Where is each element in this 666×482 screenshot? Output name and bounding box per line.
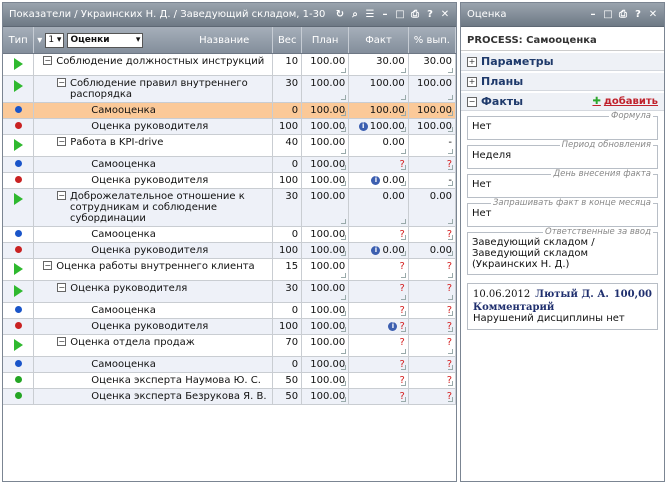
fact-author: Лютый Д. А.	[535, 289, 609, 300]
row-fact[interactable]	[349, 119, 409, 135]
group-play-icon[interactable]	[14, 263, 23, 275]
group-play-icon[interactable]	[14, 193, 23, 205]
row-plan	[302, 281, 349, 303]
row-name[interactable]	[34, 227, 273, 243]
row-pct	[408, 54, 455, 76]
row-fact-value: ?	[399, 337, 405, 348]
col-plan-header[interactable]: План	[302, 27, 349, 54]
row-fact[interactable]	[349, 373, 409, 389]
row-plan-value: 100.00	[310, 261, 346, 272]
row-name-text: Самооценка	[91, 105, 156, 116]
level-value: 1	[48, 35, 55, 45]
row-pct-value: 100.00	[417, 78, 452, 89]
col-pct-header[interactable]: % вып.	[408, 27, 455, 54]
row-pct	[408, 243, 455, 259]
col-name-label: Название	[199, 34, 250, 46]
row-weight: 100	[273, 173, 302, 189]
row-plan-value: 100.00	[310, 375, 346, 386]
table-row[interactable]	[3, 303, 456, 319]
collapse-icon[interactable]: −	[468, 96, 476, 106]
row-pct	[408, 281, 455, 303]
row-fact-value: ?	[399, 391, 405, 402]
row-weight: 50	[273, 389, 302, 405]
collapse-icon[interactable]: −	[44, 261, 52, 270]
row-pct	[408, 227, 455, 243]
row-name-text: Оценка эксперта Безрукова Я. В.	[91, 391, 267, 402]
row-plan-value: 100.00	[310, 191, 346, 202]
row-plan-value: 100.00	[310, 159, 346, 170]
assessment-title: Оценка	[467, 9, 507, 20]
row-fact[interactable]	[349, 173, 409, 189]
col-type-header[interactable]: Тип	[3, 27, 34, 54]
row-pct	[408, 119, 455, 135]
row-plan	[302, 189, 349, 227]
comment-text: Нарушений дисциплины нет	[473, 313, 625, 324]
row-fact[interactable]	[349, 303, 409, 319]
col-weight-header[interactable]: Вес	[273, 27, 302, 54]
table-row[interactable]	[3, 227, 456, 243]
row-weight: 0	[273, 157, 302, 173]
row-fact-value: 0.00	[382, 175, 405, 186]
table-row[interactable]	[3, 259, 456, 281]
level-select[interactable]: 1 ▾	[45, 33, 64, 48]
row-plan-value: 100.00	[310, 283, 346, 294]
section-params[interactable]	[461, 53, 664, 71]
table-row[interactable]	[3, 76, 456, 103]
info-icon[interactable]: i	[388, 322, 397, 331]
row-weight: 15	[273, 259, 302, 281]
blue-status-icon	[15, 160, 22, 167]
row-weight: 0	[273, 103, 302, 119]
refresh-icon[interactable]: ↻	[335, 9, 345, 20]
row-pct	[408, 103, 455, 119]
row-fact[interactable]	[349, 281, 409, 303]
row-fact[interactable]	[349, 54, 409, 76]
row-fact-value: ?	[399, 159, 405, 170]
row-weight: 0	[273, 303, 302, 319]
row-name[interactable]	[34, 173, 273, 189]
assessment-titlebar	[461, 3, 664, 27]
expand-icon[interactable]: +	[468, 56, 476, 66]
fact-field[interactable]	[467, 111, 658, 140]
field-legend: Ответственные за ввод	[545, 227, 651, 237]
collapse-icon[interactable]: −	[58, 137, 66, 146]
blue-status-icon	[15, 360, 22, 367]
row-plan	[302, 373, 349, 389]
row-type	[3, 189, 34, 227]
row-pct-value: -	[448, 137, 452, 148]
maximize-icon[interactable]: □	[395, 9, 405, 20]
fact-value: 100,00	[613, 289, 652, 300]
row-plan-value: 100.00	[310, 245, 346, 256]
row-plan-value: 100.00	[310, 137, 346, 148]
add-label: добавить	[603, 96, 658, 107]
row-fact-value: ?	[399, 283, 405, 294]
row-plan	[302, 54, 349, 76]
blue-status-icon	[15, 230, 22, 237]
row-weight: 100	[273, 243, 302, 259]
blue-status-icon	[15, 106, 22, 113]
row-name-text: Оценка руководителя	[91, 121, 209, 132]
row-name-text: Самооценка	[91, 305, 156, 316]
row-plan	[302, 135, 349, 157]
row-pct-value: ?	[446, 375, 452, 386]
row-type	[3, 335, 34, 357]
row-plan-value: 100.00	[310, 359, 346, 370]
row-name[interactable]	[34, 357, 273, 373]
indicators-panel	[2, 2, 457, 482]
expand-icon[interactable]: +	[468, 76, 476, 86]
table-row[interactable]	[3, 319, 456, 335]
row-name[interactable]	[34, 259, 273, 281]
help-icon[interactable]: ?	[635, 9, 641, 20]
row-weight: 10	[273, 54, 302, 76]
chevron-down-icon: ▾	[135, 35, 141, 45]
row-name[interactable]	[34, 119, 273, 135]
row-type	[3, 119, 34, 135]
row-weight: 50	[273, 373, 302, 389]
row-pct	[408, 335, 455, 357]
table-row[interactable]	[3, 135, 456, 157]
table-row[interactable]	[3, 103, 456, 119]
row-name[interactable]	[34, 189, 273, 227]
red-status-icon	[15, 176, 22, 183]
row-type	[3, 373, 34, 389]
row-type	[3, 76, 34, 103]
row-fact[interactable]	[349, 243, 409, 259]
table-row[interactable]	[3, 389, 456, 405]
row-weight: 40	[273, 135, 302, 157]
row-type	[3, 357, 34, 373]
row-plan	[302, 227, 349, 243]
field-value: Нет	[472, 179, 492, 190]
row-pct-value: 100.00	[417, 105, 452, 116]
row-pct	[408, 373, 455, 389]
row-type	[3, 135, 34, 157]
row-plan-value: 100.00	[310, 105, 346, 116]
table-row[interactable]	[3, 157, 456, 173]
section-facts-label: Факты	[481, 95, 524, 108]
table-row[interactable]	[3, 243, 456, 259]
row-fact[interactable]	[349, 157, 409, 173]
field-value: Нет	[472, 121, 492, 132]
row-weight: 0	[273, 357, 302, 373]
maximize-icon[interactable]: □	[603, 9, 613, 20]
row-fact-value: 30.00	[376, 56, 405, 67]
row-plan-value: 100.00	[310, 175, 346, 186]
row-pct-value: ?	[446, 229, 452, 240]
close-icon[interactable]: ✕	[440, 9, 450, 20]
blue-status-icon	[15, 306, 22, 313]
row-pct	[408, 135, 455, 157]
row-type	[3, 157, 34, 173]
row-plan-value: 100.00	[310, 337, 346, 348]
group-play-icon[interactable]	[14, 285, 23, 297]
row-name[interactable]	[34, 243, 273, 259]
row-pct-value: ?	[446, 159, 452, 170]
field-legend: Запрашивать факт в конце месяца	[492, 198, 651, 208]
section-params-label: Параметры	[481, 55, 554, 68]
row-plan-value: 100.00	[310, 229, 346, 240]
row-plan-value: 100.00	[310, 391, 346, 402]
col-name-header[interactable]	[34, 27, 273, 54]
row-fact[interactable]	[349, 227, 409, 243]
row-weight: 30	[273, 189, 302, 227]
indicators-table	[3, 27, 456, 405]
section-facts[interactable]	[461, 93, 664, 111]
row-pct-value: 0.00	[429, 245, 452, 256]
filter-value: Оценки	[70, 35, 110, 45]
table-row[interactable]	[3, 173, 456, 189]
sort-down-icon[interactable]: ▾	[37, 34, 43, 46]
row-plan	[302, 173, 349, 189]
help-icon[interactable]: ?	[427, 9, 433, 20]
row-plan-value: 100.00	[310, 78, 346, 89]
row-pct	[408, 157, 455, 173]
row-plan	[302, 119, 349, 135]
row-name-text: Оценка работы внутреннего клиента	[56, 261, 255, 272]
row-fact[interactable]	[349, 103, 409, 119]
red-status-icon	[15, 122, 22, 129]
row-name[interactable]	[34, 303, 273, 319]
row-fact-value: ?	[399, 261, 405, 272]
row-plan	[302, 319, 349, 335]
collapse-icon[interactable]: −	[58, 78, 65, 87]
row-plan	[302, 76, 349, 103]
row-type	[3, 54, 34, 76]
row-fact-value: ?	[399, 359, 405, 370]
process-label: PROCESS:	[467, 35, 523, 46]
row-name-text: Оценка руководителя	[70, 283, 188, 294]
row-name-text: Оценка руководителя	[91, 245, 209, 256]
info-icon[interactable]: i	[371, 246, 380, 255]
fact-field[interactable]	[467, 140, 658, 169]
plus-icon: ✚	[592, 96, 601, 107]
row-pct-value: ?	[446, 359, 452, 370]
collapse-icon[interactable]: −	[58, 337, 66, 346]
collapse-icon[interactable]: −	[58, 283, 66, 292]
comment-label: Комментарий	[473, 302, 555, 313]
row-name-text: Оценка отдела продаж	[70, 337, 195, 348]
row-type	[3, 259, 34, 281]
row-name-text: Доброжелательное отношение к сотрудникам и соблюдение субординации	[69, 191, 245, 224]
row-fact[interactable]	[349, 135, 409, 157]
row-pct-value: -	[448, 175, 452, 186]
row-pct-value: ?	[446, 337, 452, 348]
info-icon[interactable]: i	[371, 176, 380, 185]
row-name-text: Оценка эксперта Наумова Ю. С.	[91, 375, 261, 386]
fact-date: 10.06.2012	[473, 289, 531, 300]
row-pct-value: ?	[446, 305, 452, 316]
row-name-text: Оценка руководителя	[91, 321, 209, 332]
row-fact-value: 0.00	[382, 245, 405, 256]
indicators-titlebar	[3, 3, 456, 27]
collapse-icon[interactable]: −	[44, 56, 52, 65]
row-pct	[408, 76, 455, 103]
group-play-icon[interactable]	[14, 58, 23, 70]
row-plan	[302, 157, 349, 173]
info-icon[interactable]: i	[359, 122, 368, 131]
assessment-panel	[460, 2, 665, 482]
minimize-icon[interactable]: –	[382, 9, 388, 20]
row-weight: 0	[273, 227, 302, 243]
row-name[interactable]	[34, 103, 273, 119]
table-row[interactable]	[3, 373, 456, 389]
row-fact-value: 100.00	[369, 105, 405, 116]
row-name[interactable]	[34, 76, 273, 103]
row-fact[interactable]	[349, 76, 409, 103]
section-plans-label: Планы	[481, 75, 524, 88]
row-fact-value: 0.00	[382, 191, 405, 202]
row-pct	[408, 189, 455, 227]
row-name[interactable]	[34, 319, 273, 335]
row-plan	[302, 335, 349, 357]
group-play-icon[interactable]	[14, 139, 23, 151]
row-pct-value: ?	[446, 261, 452, 272]
row-fact[interactable]	[349, 389, 409, 405]
row-fact-value: 100.00	[369, 121, 405, 132]
table-row[interactable]	[3, 119, 456, 135]
row-type	[3, 227, 34, 243]
row-pct	[408, 357, 455, 373]
row-pct-value: ?	[446, 391, 452, 402]
row-plan-value: 100.00	[310, 56, 346, 67]
row-type	[3, 281, 34, 303]
list-icon[interactable]: ☰	[365, 9, 375, 20]
process-heading	[461, 27, 664, 51]
row-fact[interactable]	[349, 319, 409, 335]
row-type	[3, 173, 34, 189]
row-type	[3, 103, 34, 119]
row-fact[interactable]	[349, 259, 409, 281]
process-name: Самооценка	[526, 35, 597, 46]
row-pct	[408, 259, 455, 281]
row-name[interactable]	[34, 281, 273, 303]
filter-select[interactable]	[67, 33, 143, 48]
row-fact[interactable]	[349, 335, 409, 357]
row-pct-value: ?	[446, 283, 452, 294]
row-fact-value: ?	[399, 229, 405, 240]
row-pct-value: 30.00	[423, 56, 452, 67]
row-plan	[302, 303, 349, 319]
row-plan	[302, 103, 349, 119]
field-value: Неделя	[472, 150, 512, 161]
row-type	[3, 303, 34, 319]
fact-entry[interactable]	[467, 283, 658, 330]
row-weight: 30	[273, 76, 302, 103]
fact-field[interactable]	[467, 198, 658, 227]
fact-field[interactable]	[467, 169, 658, 198]
print-icon[interactable]: ⎙	[411, 9, 419, 20]
row-fact-value: ?	[399, 305, 405, 316]
row-fact-value: ?	[399, 321, 405, 332]
section-plans[interactable]	[461, 73, 664, 91]
row-weight: 70	[273, 335, 302, 357]
row-name[interactable]	[34, 335, 273, 357]
group-play-icon[interactable]	[14, 339, 23, 351]
table-row[interactable]	[3, 357, 456, 373]
row-fact-value: 0.00	[382, 137, 405, 148]
table-row[interactable]	[3, 281, 456, 303]
row-plan	[302, 243, 349, 259]
row-name-text: Работа в KPI-drive	[70, 137, 164, 148]
row-fact-value: ?	[399, 375, 405, 386]
field-legend: Формула	[611, 111, 651, 121]
row-pct-value: 0.00	[429, 191, 452, 202]
search-icon[interactable]: ⌕	[352, 9, 358, 20]
table-row[interactable]	[3, 54, 456, 76]
red-status-icon	[15, 246, 22, 253]
row-name[interactable]	[34, 135, 273, 157]
row-name-text: Оценка руководителя	[91, 175, 209, 186]
row-type	[3, 243, 34, 259]
row-name[interactable]	[34, 54, 273, 76]
row-pct	[408, 303, 455, 319]
fact-field[interactable]	[467, 227, 658, 275]
row-plan-value: 100.00	[310, 121, 346, 132]
field-legend: День внесения факта	[553, 169, 651, 179]
row-name-text: Соблюдение правил внутреннего распорядка	[69, 78, 248, 100]
row-plan-value: 100.00	[310, 321, 346, 332]
row-name[interactable]	[34, 157, 273, 173]
row-fact-value: 100.00	[369, 78, 405, 89]
collapse-icon[interactable]: −	[58, 191, 65, 200]
minimize-icon[interactable]: –	[590, 9, 596, 20]
green-status-icon	[15, 392, 22, 399]
green-status-icon	[15, 376, 22, 383]
row-name[interactable]	[34, 389, 273, 405]
field-value: Заведующий складом / Заведующий складом (Украинских Н. Д.)	[472, 237, 595, 270]
table-row[interactable]	[3, 335, 456, 357]
row-weight: 100	[273, 119, 302, 135]
close-icon[interactable]: ✕	[648, 9, 658, 20]
row-weight: 30	[273, 281, 302, 303]
row-name-text: Самооценка	[91, 159, 156, 170]
red-status-icon	[15, 322, 22, 329]
add-fact-button[interactable]	[592, 96, 658, 107]
row-plan	[302, 357, 349, 373]
row-name-text: Самооценка	[91, 359, 156, 370]
row-name-text: Соблюдение должностных инструкций	[56, 56, 265, 67]
field-value: Нет	[472, 208, 492, 219]
indicators-title: Показатели / Украинских Н. Д. / Заведующий складом, 1-30	[9, 9, 326, 20]
table-row[interactable]	[3, 189, 456, 227]
row-plan	[302, 259, 349, 281]
group-play-icon[interactable]	[14, 80, 23, 92]
row-pct-value: 100.00	[417, 121, 452, 132]
row-weight: 100	[273, 319, 302, 335]
row-pct	[408, 173, 455, 189]
row-plan	[302, 389, 349, 405]
field-legend: Период обновления	[561, 140, 651, 150]
row-type	[3, 389, 34, 405]
row-type	[3, 319, 34, 335]
row-name[interactable]	[34, 373, 273, 389]
row-plan-value: 100.00	[310, 305, 346, 316]
row-name-text: Самооценка	[91, 229, 156, 240]
row-pct	[408, 389, 455, 405]
row-pct-value: ?	[446, 321, 452, 332]
row-pct	[408, 319, 455, 335]
row-fact[interactable]	[349, 357, 409, 373]
col-fact-header[interactable]: Факт	[349, 27, 409, 54]
print-icon[interactable]: ⎙	[619, 9, 627, 20]
row-fact[interactable]	[349, 189, 409, 227]
